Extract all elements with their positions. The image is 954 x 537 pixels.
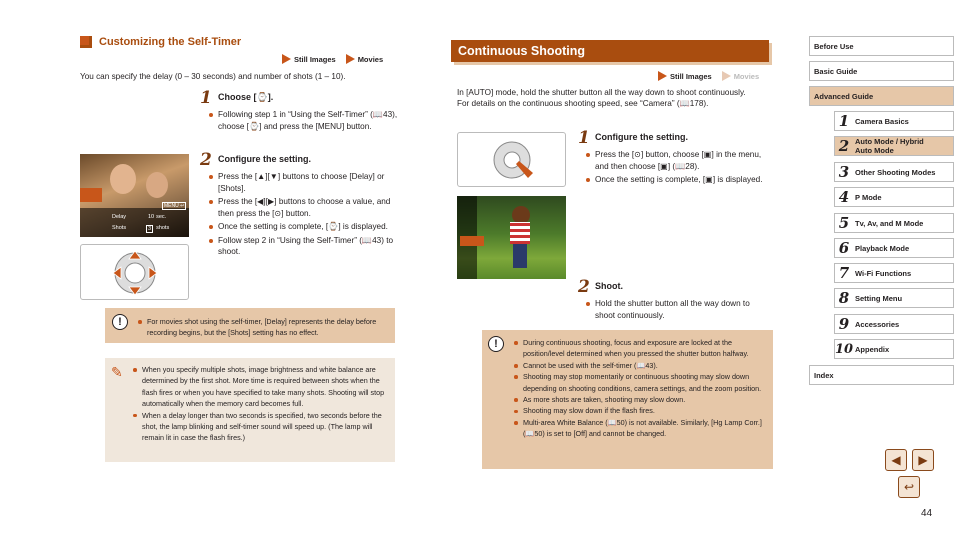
section-title-continuous: Continuous Shooting xyxy=(451,40,769,62)
chapter-number: 5 xyxy=(838,214,850,232)
step-title: Configure the setting. xyxy=(595,132,688,142)
chapter-number: 4 xyxy=(838,188,850,206)
intro-text: You can specify the delay (0 – 30 seconds) and number of shots (1 – 10). xyxy=(80,72,346,81)
shots-value: 3 xyxy=(148,226,152,232)
list-item: Follow step 2 in “Using the Self-Timer” (📖43) to shoot. xyxy=(209,235,395,258)
pencil-icon: ✎ xyxy=(111,364,123,380)
nav-chapter-3[interactable] xyxy=(834,162,954,182)
return-button[interactable] xyxy=(898,476,920,498)
chapter-number: 8 xyxy=(838,289,850,307)
list-item: As more shots are taken, shooting may slow down. xyxy=(514,394,768,405)
chapter-title: P Mode xyxy=(855,192,882,202)
list-item: Cannot be used with the self-timer (📖43). xyxy=(514,360,768,371)
mode-movies: Movies xyxy=(733,71,760,81)
list-item: During continuous shooting, focus and exposure are locked at the position/level determined when you pressed the shutter button halfway. xyxy=(514,337,768,360)
child-shirt xyxy=(510,222,530,244)
self-timer-icon xyxy=(80,188,102,202)
list-item: For movies shot using the self-timer, [Delay] represents the delay before recording begins, but the [Shots] setting has no effect. xyxy=(138,316,388,339)
continuous-intro xyxy=(457,87,767,109)
chapter-number: 2 xyxy=(838,137,850,155)
mode-still-images: Still Images xyxy=(294,54,336,64)
nav-advanced-guide[interactable]: Advanced Guide xyxy=(809,86,954,106)
caution-note xyxy=(482,330,773,469)
prev-page-button[interactable] xyxy=(885,449,907,471)
settings-overlay xyxy=(80,208,189,237)
chapter-title: Camera Basics xyxy=(855,116,909,126)
nav-chapter-1[interactable] xyxy=(834,111,954,131)
continuous-mode-icon xyxy=(460,236,484,246)
caution-icon: ! xyxy=(488,336,504,352)
shots-unit: shots xyxy=(156,225,170,231)
list-item: Shooting may stop momentarily or continuous shooting may slow down depending on shooting conditions, camera settings, and the zoom position. xyxy=(514,371,768,394)
step-number: 1 xyxy=(578,128,590,148)
nav-chapter-9[interactable] xyxy=(834,314,954,334)
step2-bullets xyxy=(586,298,770,323)
caution-note xyxy=(105,308,395,343)
page-number: 44 xyxy=(921,508,933,519)
chapter-title: Accessories xyxy=(855,319,900,329)
list-item: Once the setting is complete, [▣] is displayed. xyxy=(586,174,770,186)
chapter-number: 10 xyxy=(835,341,854,357)
chapter-title: Tv, Av, and M Mode xyxy=(855,218,924,228)
still-images-arrow-icon xyxy=(282,54,291,64)
step-number: 1 xyxy=(200,88,212,108)
list-item: Once the setting is complete, [⌚] is displayed. xyxy=(209,221,395,233)
nav-before-use[interactable]: Before Use xyxy=(809,36,954,56)
person-face xyxy=(110,164,136,194)
delay-label: Delay xyxy=(112,214,127,220)
nav-chapter-8[interactable] xyxy=(834,288,954,308)
person-face xyxy=(146,172,168,198)
delay-unit: sec. xyxy=(156,214,167,220)
list-item: Hold the shutter button all the way down to shoot continuously. xyxy=(586,298,770,321)
step1-bullets xyxy=(586,149,770,188)
list-item: When a delay longer than two seconds is specified, two seconds before the shot, the lamp blinking and self-timer sound will speed up. (The lamp will remain lit in case the flash fires.) xyxy=(133,410,388,444)
list-item: Press the [⊙] button, choose [▣] in the menu, and then choose [▣] (📖28). xyxy=(586,149,770,172)
mode-movies: Movies xyxy=(357,54,384,64)
nav-chapter-10[interactable] xyxy=(834,339,954,359)
section-title-text: Customizing the Self-Timer xyxy=(99,36,242,48)
arrow-right-icon: ▶ xyxy=(918,453,928,467)
list-item: Press the [▲][▼] buttons to choose [Delay] or [Shots]. xyxy=(209,171,395,194)
nav-index[interactable]: Index xyxy=(809,365,954,385)
section-square-icon xyxy=(80,36,92,48)
nav-chapter-5[interactable] xyxy=(834,213,954,233)
shots-value-group xyxy=(146,225,169,233)
control-dial-icon xyxy=(81,245,188,299)
control-dial-diagram xyxy=(457,132,566,187)
still-images-arrow-icon xyxy=(658,71,667,81)
return-arrow-icon: ↩ xyxy=(903,480,915,494)
chapter-number: 7 xyxy=(838,264,850,282)
step2-bullets xyxy=(209,171,395,260)
mode-indicator xyxy=(658,71,759,81)
nav-chapter-7[interactable] xyxy=(834,263,954,283)
next-page-button[interactable] xyxy=(912,449,934,471)
shots-label: Shots xyxy=(112,225,127,231)
step1-bullets xyxy=(209,109,399,134)
mode-indicator xyxy=(282,54,383,64)
chapter-title: Appendix xyxy=(855,344,890,354)
chapter-number: 1 xyxy=(838,112,850,130)
mode-still-images: Still Images xyxy=(670,71,712,81)
memo-list xyxy=(133,364,388,444)
step-number: 2 xyxy=(200,150,212,170)
nav-chapter-6[interactable] xyxy=(834,238,954,258)
nav-chapter-4[interactable] xyxy=(834,187,954,207)
step-title: Shoot. xyxy=(595,281,623,291)
list-item: Following step 1 in “Using the Self-Timer” (📖43), choose [⌚] and press the [MENU] button. xyxy=(209,109,399,132)
step-title: Choose [⁠⌚]. xyxy=(218,92,274,102)
chapter-number: 3 xyxy=(838,163,850,181)
list-item: Multi-area White Balance (📖50) is not available. Similarly, [Hg Lamp Corr.] (📖50) is set to [Off] and cannot be changed. xyxy=(514,417,768,440)
step-title: Configure the setting. xyxy=(218,154,311,164)
chapter-title: Playback Mode xyxy=(855,243,910,253)
child-photo-image xyxy=(457,196,566,279)
movies-arrow-icon xyxy=(722,71,731,81)
nav-chapter-2[interactable] xyxy=(834,136,954,156)
child-pants xyxy=(513,244,527,268)
step-number: 2 xyxy=(578,277,590,297)
intro-line-2: For details on the continuous shooting speed, see “Camera” (📖178). xyxy=(457,99,709,108)
control-dial-icon xyxy=(458,133,565,186)
chapter-title: Other Shooting Modes xyxy=(855,167,936,177)
nav-basic-guide[interactable]: Basic Guide xyxy=(809,61,954,81)
caution-icon: ! xyxy=(112,314,128,330)
delay-value: 10 xyxy=(148,214,155,220)
chapter-title: Auto Mode / Hybrid Auto Mode xyxy=(855,137,924,155)
section-title-self-timer xyxy=(80,36,241,48)
chapter-title: Wi-Fi Functions xyxy=(855,268,912,278)
delay-value-group xyxy=(148,214,166,220)
memo-note xyxy=(105,358,395,462)
arrow-left-icon: ◀ xyxy=(891,453,901,467)
list-item: Press the [◀][▶] buttons to choose a value, and then press the [⊙] button. xyxy=(209,196,395,219)
intro-line-1: In [AUTO] mode, hold the shutter button all the way down to shoot continuously. xyxy=(457,88,746,97)
chapter-title: Setting Menu xyxy=(855,293,903,303)
caution-list xyxy=(138,316,388,339)
menu-label: MENU ↩ xyxy=(164,203,185,209)
chapter-number: 6 xyxy=(838,239,850,257)
list-item: Shooting may slow down if the flash fires. xyxy=(514,405,768,416)
control-dial-diagram xyxy=(80,244,189,300)
caution-list xyxy=(514,337,768,440)
camera-screen-image xyxy=(80,154,189,237)
list-item: When you specify multiple shots, image brightness and white balance are determined by the first shot. More time is required between shots when the flash fires or when you have specified to take many shots. Shooting will stop automatically when the memory card becomes full. xyxy=(133,364,388,410)
movies-arrow-icon xyxy=(346,54,355,64)
chapter-number: 9 xyxy=(838,315,850,333)
